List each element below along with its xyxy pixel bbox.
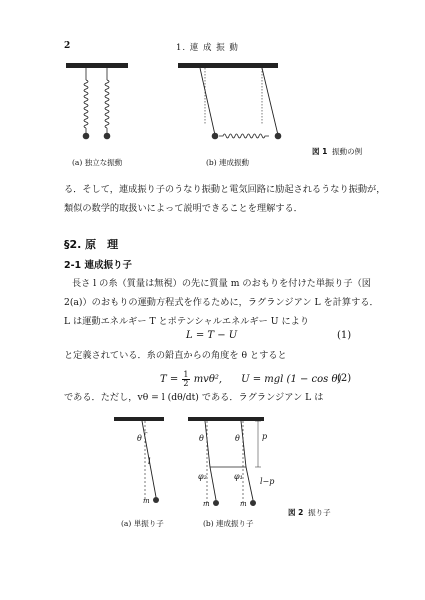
figure-2a-caption: (a) 単振り子 (121, 519, 164, 528)
figure-1a-caption: (a) 独立な振動 (72, 158, 123, 167)
fraction-denominator: 2 (183, 379, 189, 388)
subsection-heading: 2-1 連成振り子 (64, 260, 132, 271)
equation-2-rest: mvθ², (193, 374, 223, 385)
equation-2-left: T = (160, 374, 179, 385)
section-heading: §2. 原 理 (64, 238, 119, 251)
fig2b-mass-right: m (240, 500, 247, 508)
equation-2-right: U = mgl (1 − cos θ) (241, 374, 342, 385)
body-line-4: と定義されている．糸の鉛直からの角度を θ とすると (64, 350, 287, 361)
body-line-2: 2(a)）のおもりの運動方程式を作るために，ラグランジアン L を計算する． (64, 297, 379, 308)
equation-2-number: (2) (337, 373, 352, 384)
fraction-numerator: 1 (183, 370, 189, 379)
figure-1-number: 図 1 (312, 147, 328, 156)
fig2a-mass-label: m (143, 497, 150, 505)
equation-1: L = T − U (186, 330, 238, 341)
figure-2-label (288, 507, 331, 518)
running-title: 1. 連 成 振 動 (176, 43, 239, 53)
figure-2-title: 振り子 (308, 508, 331, 517)
fig2b-p-label: p (262, 432, 268, 441)
body-line-1: 長さ l の糸（質量は無視）の先に質量 m のおもりを付けた単振り子（図 (72, 278, 371, 289)
figure-2b-caption: (b) 連成振り子 (203, 519, 254, 528)
fig2a-theta-label: θ (137, 434, 142, 443)
figure-1b-caption: (b) 連成振動 (206, 158, 250, 167)
fig2a-length-label: l (148, 457, 151, 466)
fig2b-phi1-label: φ₁ (234, 472, 243, 481)
intro-line-1: る．そして，連成振り子のうなり振動と電気回路に励起されるうなり振動が， (64, 184, 386, 195)
fig2b-phi2-label: φ₂ (198, 472, 207, 481)
fig2b-theta-right: θ (235, 434, 240, 443)
fig2b-lp-label: l−p (260, 477, 275, 486)
page-number: 2 (64, 41, 71, 51)
body-line-3: L は運動エネルギー T とポテンシャルエネルギー U により (64, 316, 310, 327)
fig2b-theta-left: θ (199, 434, 204, 443)
intro-line-2: 類似の数学的取扱いによって説明できることを理解する． (64, 203, 303, 214)
equation-1-number: (1) (337, 330, 352, 341)
fig2b-mass-left: m (203, 500, 210, 508)
figure-1-title: 振動の例 (332, 147, 363, 156)
body-line-5: である．ただし，vθ = l (dθ/dt) である．ラグランジアン L は (64, 392, 324, 403)
figure-2-number: 図 2 (288, 508, 304, 517)
